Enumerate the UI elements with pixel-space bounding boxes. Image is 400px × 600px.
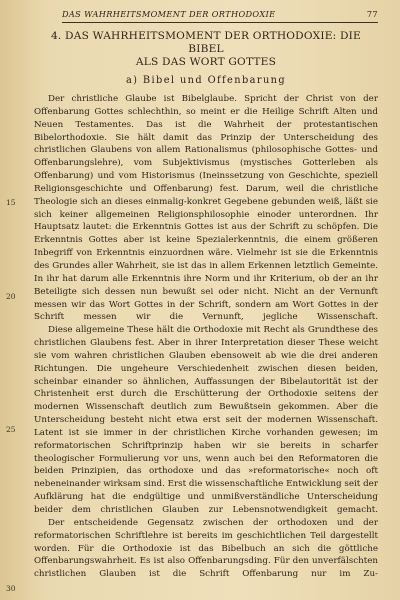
page-body: [34, 30, 378, 581]
page-number: 77: [366, 9, 378, 19]
section-heading: a) Bibel und Offenbarung: [125, 75, 287, 86]
paragraph: Der entscheidende Gegensatz zwischen der orthodoxen und der reformatorischen Schriftlehre ist bereits im geschichtlichen Teil dargestellt worden. Für die Orthodoxie ist das Bibelbuch an sich die göttliche Offenbarungswahrheit. Es ist also Offenbarungsding. Für den unverfälschten christlichen Glauben ist die Schrift Offenbarung nur im Zu-: [34, 517, 378, 580]
line-number-margin: 25: [6, 425, 16, 434]
line-number-margin: 30: [6, 584, 16, 593]
chapter-title: [34, 30, 378, 69]
chapter-title-line: 4. DAS WAHRHEITSMOMENT DER ORTHODOXIE: DIE BIBEL: [50, 30, 361, 55]
paragraph: Der christliche Glaube ist Bibelglaube. Spricht der Christ von der Offenbarung Gottes schlechthin, so meint er die Heilige Schrift Alten und Neuen Testamentes. Das ist die Wahrheit der protestantischen Bibelorthodoxie. Sie hält damit das Prinzip der Unterscheidung des christlichen Glaubens von allem Rationalismus (philosophische Gottes- und Offenbarungslehre), vom Subjektivismus (mystisches Gotterleben als Offenbarung) und vom Historismus (Ineinssetzung von Geschichte, speziell Religionsgeschichte und Offenbarung) fest. Darum, weil die christliche Theologie sich an dieses einmalig-konkret Gegebene gebunden weiß, läßt sie sich keiner allgemeinen Religionsphilosophie einoder unterordnen. Ihr Hauptsatz lautet: die Erkenntnis Gottes ist aus der Schrift zu schöpfen. Die Erkenntnis Gottes aber ist keine Spezialerkenntnis, die einem größeren Inbegriff von Erkenntnis einzuordnen wäre. Vielmehr ist sie die Erkenntnis des Grundes aller Wahrheit, sie ist das in allem Erkennen letztlich Gemeinte. In ihr hat darum alle Erkenntnis ihre Norm und ihr Kriterium, ob der an ihr Beteiligte sich dessen nun bewußt sei oder nicht. Nicht an der Vernunft messen wir das Wort Gottes in der Schrift, sondern am Wort Gottes in der Schrift messen wir die Vernunft, jegliche Wissenschaft.: [34, 94, 378, 323]
line-number-margin: 15: [6, 198, 16, 207]
chapter-title-line: ALS DAS WORT GOTTES: [135, 56, 277, 68]
line-number-margin: 20: [6, 292, 16, 301]
running-header: [62, 8, 378, 23]
paragraph: Diese allgemeine These hält die Orthodoxie mit Recht als Grundthese des christlichen Glaubens fest. Aber in ihrer Interpretation dieser These weicht sie vom wahren christlichen Glauben ebensoweit ab wie die drei anderen Richtungen. Die ungeheure Verschiedenheit zwischen diesen beiden, scheinbar einander so ähnlichen, Auffassungen der Bibelautorität ist der Christenheit erst durch die Erschütterung der Orthodoxie seitens der modernen Wissenschaft deutlich zum Bewußtsein gekommen. Aber die Unterscheidung besteht nicht etwa erst seit der modernen Wissenschaft. Latent ist sie immer in der christlichen Kirche vorhanden gewesen; im reformatorischen Schriftprinzip haben wir sie bereits in scharfer theologischer Formulierung vor uns, wenn auch bei den Reformatoren die beiden Prinzipien, das orthodoxe und das »reformatorische« noch oft nebeneinander wirksam sind. Erst die wissenschaftliche Entwicklung seit der Aufklärung hat die endgültige und unmißverständliche Unterscheidung beider dem christlichen Glauben zur Lebensnotwendigkeit gemacht.: [34, 325, 378, 515]
running-title: DAS WAHRHEITSMOMENT DER ORTHODOXIE: [62, 9, 276, 19]
